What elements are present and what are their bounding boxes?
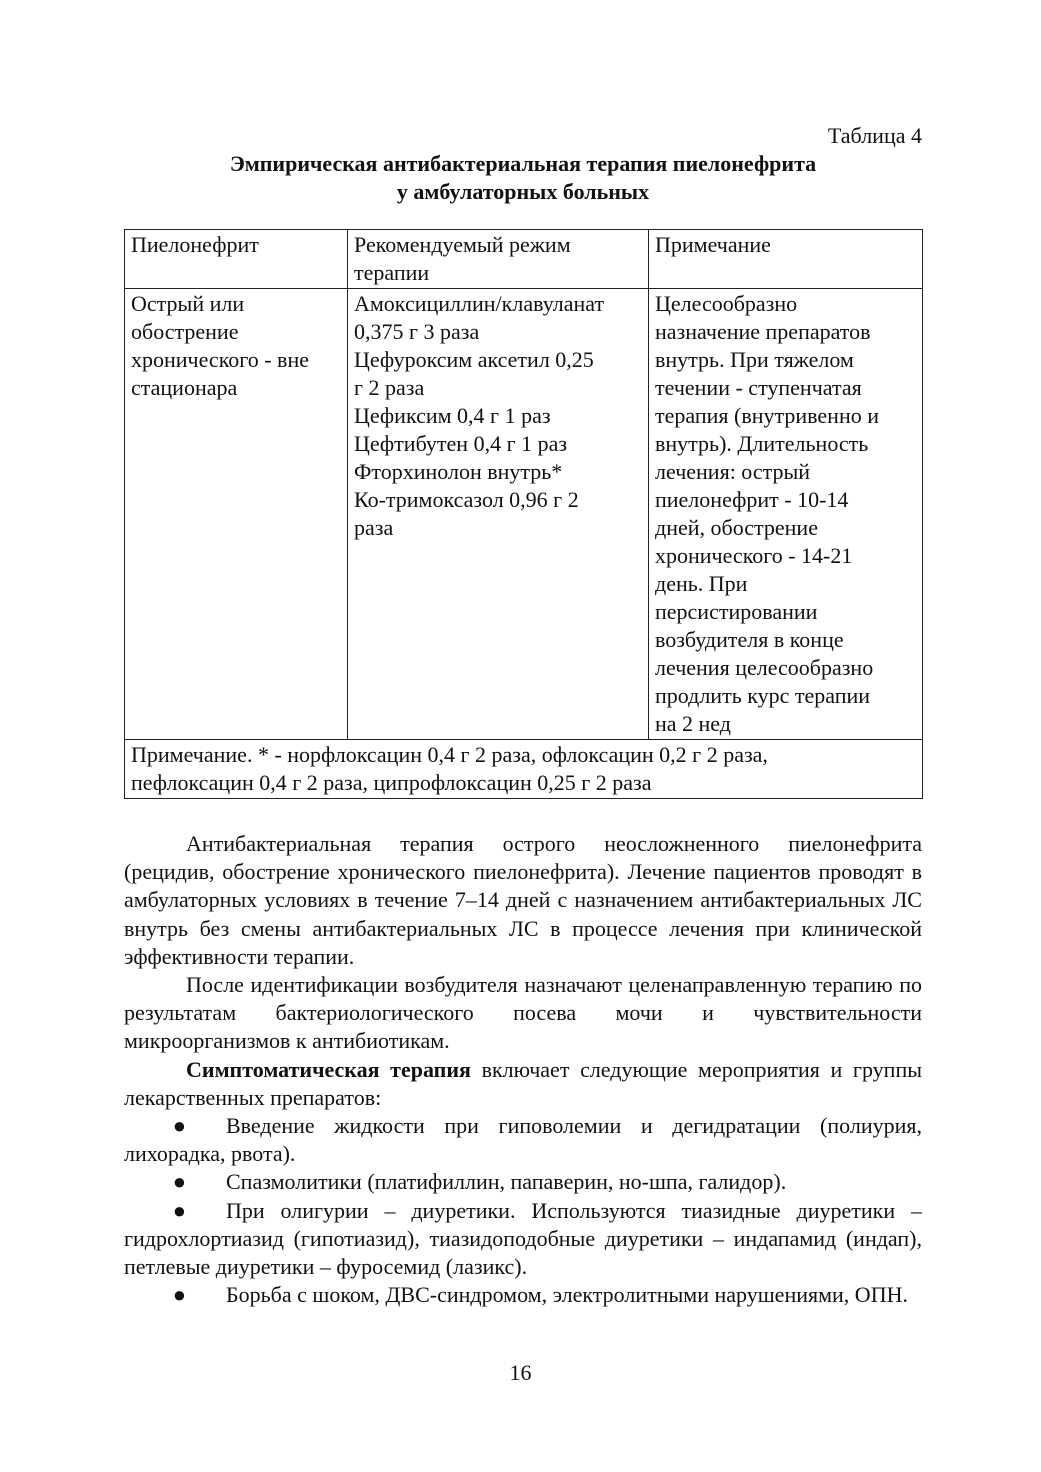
paragraph-3 bbox=[124, 1056, 922, 1112]
table-footnote-row bbox=[125, 740, 923, 799]
note-line: лечения целесообразно bbox=[655, 655, 874, 680]
note-line: терапия (внутривенно и bbox=[655, 403, 880, 428]
regimen-line: г 2 раза bbox=[354, 375, 425, 400]
note-line: день. При bbox=[655, 571, 748, 596]
cell-note bbox=[649, 289, 922, 739]
cell-condition bbox=[125, 289, 347, 403]
note-line: назначение препаратов bbox=[655, 319, 871, 344]
table-row bbox=[125, 289, 923, 740]
regimen-line: Фторхинолон внутрь* bbox=[354, 459, 563, 484]
table-title-line1: Эмпирическая антибактериальная терапия пиелонефрита bbox=[229, 151, 817, 176]
regimen-line: Цефиксим 0,4 г 1 раз bbox=[354, 403, 551, 428]
regimen-line: Ко-тримоксазол 0,96 г 2 bbox=[354, 487, 579, 512]
note-line: хронического - 14-21 bbox=[655, 543, 853, 568]
note-line: течении - ступенчатая bbox=[655, 375, 862, 400]
note-line: продлить курс терапии bbox=[655, 683, 871, 708]
bullet-text-2: Спазмолитики (платифиллин, папаверин, но-шпа, галидор). bbox=[226, 1169, 787, 1195]
note-line: персистировании bbox=[655, 599, 818, 624]
regimen-line: раза bbox=[354, 515, 394, 540]
bullet-icon: ● bbox=[172, 1113, 186, 1139]
condition-line: Острый или bbox=[131, 291, 245, 316]
header-cell-pyelonephritis: Пиелонефрит bbox=[131, 232, 259, 257]
bullet-item-3 bbox=[124, 1197, 922, 1282]
document-page bbox=[124, 118, 922, 1309]
paragraph-3-text: включает следующие мероприятия и группы лекарственных препаратов: bbox=[124, 1056, 922, 1110]
note-line: Целесообразно bbox=[655, 291, 798, 316]
header-cell-regimen: Рекомендуемый режим терапии bbox=[354, 232, 571, 285]
table-title-line2: у амбулаторных больных bbox=[396, 179, 650, 204]
bullet-item-4 bbox=[124, 1281, 922, 1309]
bullet-icon: ● bbox=[172, 1282, 186, 1308]
table-number: Таблица 4 bbox=[827, 123, 922, 148]
cell-regimen bbox=[348, 289, 648, 543]
bullet-item-2 bbox=[124, 1168, 922, 1196]
condition-line: стационара bbox=[131, 375, 238, 400]
note-line: возбудителя в конце bbox=[655, 627, 844, 652]
therapy-table bbox=[124, 229, 923, 799]
page-number: 16 bbox=[509, 1360, 532, 1385]
bullet-text-1: Введение жидкости при гиповолемии и дегидратации (полиурия, лихорадка, рвота). bbox=[124, 1113, 922, 1167]
note-line: пиелонефрит - 10-14 bbox=[655, 487, 849, 512]
note-line: лечения: острый bbox=[655, 459, 811, 484]
regimen-line: Цефтибутен 0,4 г 1 раз bbox=[354, 431, 568, 456]
table-header-row bbox=[125, 230, 923, 289]
regimen-line: Цефуроксим аксетил 0,25 bbox=[354, 347, 594, 372]
note-line: внутрь). Длительность bbox=[655, 431, 869, 456]
bullet-icon: ● bbox=[172, 1197, 186, 1223]
header-cell-note: Примечание bbox=[655, 232, 771, 257]
bullet-icon: ● bbox=[172, 1169, 186, 1195]
regimen-line: Амоксициллин/клавуланат bbox=[354, 291, 605, 316]
note-line: на 2 нед bbox=[655, 711, 731, 736]
regimen-line: 0,375 г 3 раза bbox=[354, 319, 480, 344]
paragraph-1: Антибактериальная терапия острого неосложненного пиелонефрита (рецидив, обострение хронического пиелонефрита). Лечение пациентов проводят в амбулаторных условиях в течение 7–14 дней с назначением антибактериальных ЛС внутрь без смены антибактериальных ЛС в процессе лечения при клинической эффективности терапии. bbox=[124, 831, 922, 969]
condition-line: обострение bbox=[131, 319, 239, 344]
note-line: внутрь. При тяжелом bbox=[655, 347, 854, 372]
note-line: дней, обострение bbox=[655, 515, 818, 540]
bullet-text-4: Борьба с шоком, ДВС-синдромом, электролитными нарушениями, ОПН. bbox=[226, 1282, 908, 1308]
bullet-text-3: При олигурии – диуретики. Используются тиазидные диуретики – гидрохлортиазид (гипотиазид), тиазидоподобные диуретики – индапамид (индап), петлевые диуретики – фуросемид (лазикс). bbox=[124, 1197, 922, 1280]
footnote-line2: пефлоксацин 0,4 г 2 раза, ципрофлоксацин 0,25 г 2 раза bbox=[131, 770, 652, 795]
condition-line: хронического - вне bbox=[131, 347, 309, 372]
paragraph-2: После идентификации возбудителя назначают целенаправленную терапию по результатам бактериологического посева мочи и чувствительности микроорганизмов к антибиотикам. bbox=[124, 972, 922, 1054]
footnote-line1: Примечание. * - норфлоксацин 0,4 г 2 раза, офлоксацин 0,2 г 2 раза, bbox=[131, 742, 768, 767]
bullet-item-1 bbox=[124, 1112, 922, 1168]
symptomatic-therapy-heading: Симптоматическая терапия bbox=[186, 1056, 471, 1082]
